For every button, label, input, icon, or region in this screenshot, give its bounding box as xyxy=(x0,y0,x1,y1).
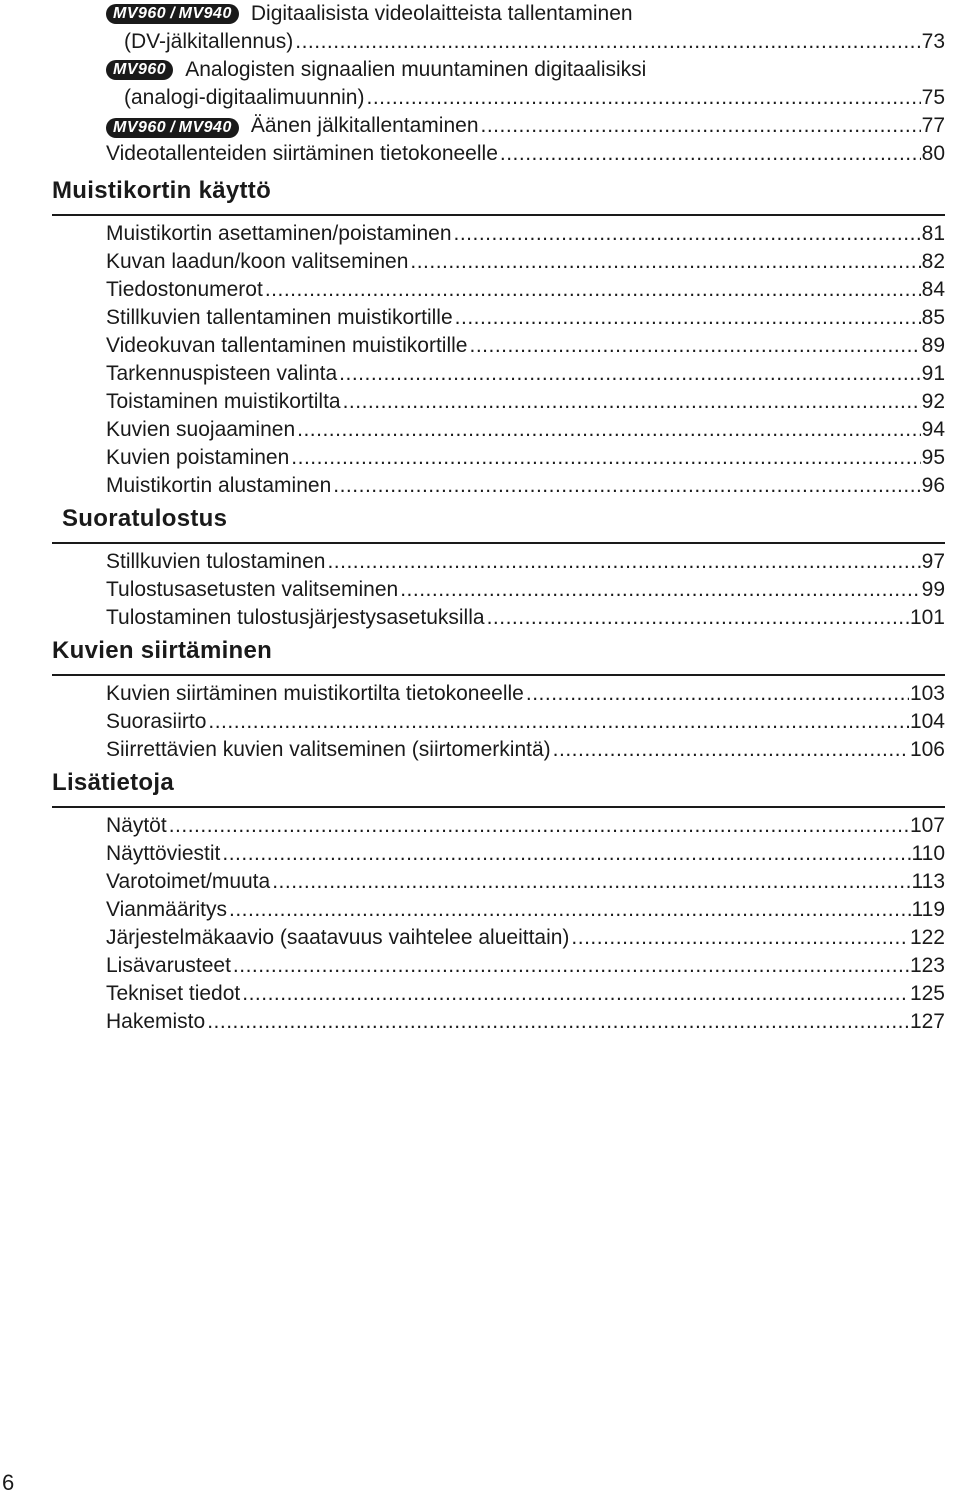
entry-label: Järjestelmäkaavio (saatavuus vaihtelee alueittain) xyxy=(106,926,570,949)
entry-label: Muistikortin asettaminen/poistaminen xyxy=(106,222,452,245)
toc-entry[interactable] xyxy=(106,952,945,980)
entry-label: Tulostaminen tulostusjärjestysasetuksilla xyxy=(106,606,485,629)
dot-leader xyxy=(291,444,920,472)
entry-label-continued: (DV-jälkitallennus) xyxy=(124,30,294,53)
dot-leader xyxy=(297,416,921,444)
section-entries xyxy=(52,680,945,764)
entry-page-number: 104 xyxy=(909,710,945,733)
entry-page-number: 99 xyxy=(921,578,945,601)
entry-label: Näytöt xyxy=(106,814,167,837)
entry-page-number: 77 xyxy=(921,114,945,137)
dot-leader xyxy=(571,924,909,952)
dot-leader xyxy=(400,576,920,604)
dot-leader xyxy=(295,28,920,56)
dot-leader xyxy=(233,952,909,980)
entry-label: Kuvien suojaaminen xyxy=(106,418,296,441)
toc-entry[interactable] xyxy=(106,924,945,952)
toc-entry[interactable] xyxy=(106,840,945,868)
entry-label: Tiedostonumerot xyxy=(106,278,263,301)
dot-leader xyxy=(410,248,920,276)
entry-label: Toistaminen muistikortilta xyxy=(106,390,341,413)
dot-leader xyxy=(455,304,921,332)
dot-leader xyxy=(343,388,921,416)
model-badge: MV940 xyxy=(176,118,239,138)
dot-leader xyxy=(339,360,920,388)
toc-entry-analog-digital[interactable] xyxy=(52,56,945,112)
toc-section xyxy=(52,176,945,500)
entry-label: Vianmääritys xyxy=(106,898,227,921)
model-badge: MV940 xyxy=(176,4,239,24)
dot-leader xyxy=(242,980,909,1008)
dot-leader xyxy=(366,84,920,112)
entry-label: Tarkennuspisteen valinta xyxy=(106,362,338,385)
toc-entry[interactable] xyxy=(106,576,945,604)
dot-leader xyxy=(272,868,910,896)
entry-label: Videotallenteiden siirtäminen tietokoneelle xyxy=(106,142,498,165)
entry-page-number: 122 xyxy=(909,926,945,949)
entry-label: Tekniset tiedot xyxy=(106,982,241,1005)
entry-page-number: 81 xyxy=(921,222,945,245)
entry-page-number: 110 xyxy=(911,842,945,865)
entry-page-number: 82 xyxy=(921,250,945,273)
dot-leader xyxy=(169,812,909,840)
entry-page-number: 113 xyxy=(911,870,945,893)
dot-leader xyxy=(487,604,909,632)
toc-entry[interactable] xyxy=(106,276,945,304)
toc-entry[interactable] xyxy=(106,812,945,840)
dot-leader xyxy=(500,140,921,168)
toc-entry[interactable] xyxy=(106,548,945,576)
entry-page-number: 119 xyxy=(911,898,945,921)
section-divider xyxy=(52,806,945,808)
section-entries xyxy=(52,548,945,632)
badge-separator: / xyxy=(170,5,175,22)
entry-label: Videokuvan tallentaminen muistikortille xyxy=(106,334,468,357)
dot-leader xyxy=(481,112,921,140)
entry-page-number: 103 xyxy=(909,682,945,705)
entry-page-number: 94 xyxy=(921,418,945,441)
toc-entry-dv-dubbing[interactable] xyxy=(52,0,945,56)
entry-label: Varotoimet/muuta xyxy=(106,870,271,893)
section-entries xyxy=(52,220,945,500)
model-badge: MV960 xyxy=(106,118,169,138)
entry-page-number: 125 xyxy=(909,982,945,1005)
toc-section xyxy=(52,768,945,1036)
entry-label-continued: (analogi-digitaalimuunnin) xyxy=(124,86,365,109)
entry-label: Tulostusasetusten valitseminen xyxy=(106,578,399,601)
toc-entry-transfer-video[interactable] xyxy=(106,140,945,168)
toc-section xyxy=(52,636,945,764)
page-number: 6 xyxy=(2,1470,15,1495)
entry-page-number: 106 xyxy=(909,738,945,761)
entry-label: Stillkuvien tallentaminen muistikortille xyxy=(106,306,453,329)
toc-entry[interactable] xyxy=(106,868,945,896)
toc-entry[interactable] xyxy=(106,472,945,500)
intro-entries xyxy=(52,0,945,168)
toc-entry[interactable] xyxy=(106,304,945,332)
toc-section xyxy=(52,504,945,632)
toc-entry[interactable] xyxy=(106,736,945,764)
entry-label: Muistikortin alustaminen xyxy=(106,474,332,497)
entry-page-number: 96 xyxy=(921,474,945,497)
toc-entry[interactable] xyxy=(106,332,945,360)
model-badge-mv960-mv940 xyxy=(106,118,239,138)
entry-page-number: 127 xyxy=(909,1010,945,1033)
toc-entry[interactable] xyxy=(106,896,945,924)
entry-label: Lisävarusteet xyxy=(106,954,231,977)
model-badge-mv960 xyxy=(106,60,173,80)
entry-page-number: 75 xyxy=(921,86,945,109)
toc-entry[interactable] xyxy=(106,1008,945,1036)
dot-leader xyxy=(222,840,910,868)
entry-label: Kuvien siirtäminen muistikortilta tietokoneelle xyxy=(106,682,524,705)
dot-leader xyxy=(526,680,909,708)
entry-label: Äänen jälkitallentaminen xyxy=(250,114,479,137)
dot-leader xyxy=(229,896,911,924)
badge-separator: / xyxy=(170,119,175,136)
toc-entry[interactable] xyxy=(106,708,945,736)
section-heading: Muistikortin käyttö xyxy=(52,177,272,204)
dot-leader xyxy=(207,1008,909,1036)
section-entries xyxy=(52,812,945,1036)
toc-entry[interactable] xyxy=(106,388,945,416)
section-heading: Suoratulostus xyxy=(62,505,228,532)
entry-page-number: 89 xyxy=(921,334,945,357)
toc-entry[interactable] xyxy=(106,980,945,1008)
entry-page-number: 107 xyxy=(909,814,945,837)
entry-page-number: 92 xyxy=(921,390,945,413)
table-of-contents xyxy=(52,0,945,1036)
entry-label: Näyttöviestit xyxy=(106,842,221,865)
dot-leader xyxy=(333,472,920,500)
entry-page-number: 91 xyxy=(921,362,945,385)
section-heading: Lisätietoja xyxy=(52,769,174,796)
dot-leader xyxy=(454,220,921,248)
entry-label: Digitaalisista videolaitteista tallentaminen xyxy=(250,2,633,25)
toc-sections xyxy=(52,176,945,1036)
dot-leader xyxy=(208,708,909,736)
toc-entry[interactable] xyxy=(106,604,945,632)
toc-entry[interactable] xyxy=(106,416,945,444)
entry-page-number: 80 xyxy=(921,142,945,165)
dot-leader xyxy=(553,736,909,764)
model-badge-mv960-mv940 xyxy=(106,4,239,24)
entry-page-number: 97 xyxy=(921,550,945,573)
entry-label: Hakemisto xyxy=(106,1010,206,1033)
section-divider xyxy=(52,214,945,216)
entry-label: Kuvan laadun/koon valitseminen xyxy=(106,250,409,273)
toc-entry[interactable] xyxy=(106,680,945,708)
entry-label: Suorasiirto xyxy=(106,710,207,733)
toc-entry[interactable] xyxy=(106,220,945,248)
toc-entry[interactable] xyxy=(106,360,945,388)
entry-page-number: 101 xyxy=(909,606,945,629)
model-badge: MV960 xyxy=(106,60,173,80)
dot-leader xyxy=(327,548,920,576)
section-heading: Kuvien siirtäminen xyxy=(52,637,273,664)
dot-leader xyxy=(469,332,920,360)
entry-page-number: 84 xyxy=(921,278,945,301)
dot-leader xyxy=(265,276,921,304)
section-divider xyxy=(52,674,945,676)
entry-label: Analogisten signaalien muuntaminen digitaalisiksi xyxy=(185,58,647,81)
section-divider xyxy=(52,542,945,544)
entry-label: Kuvien poistaminen xyxy=(106,446,290,469)
toc-entry[interactable] xyxy=(106,444,945,472)
entry-page-number: 73 xyxy=(921,30,945,53)
toc-entry-audio-dubbing[interactable] xyxy=(106,112,945,140)
entry-label: Stillkuvien tulostaminen xyxy=(106,550,326,573)
entry-label: Siirrettävien kuvien valitseminen (siirtomerkintä) xyxy=(106,738,551,761)
toc-entry[interactable] xyxy=(106,248,945,276)
entry-page-number: 95 xyxy=(921,446,945,469)
entry-page-number: 85 xyxy=(921,306,945,329)
model-badge: MV960 xyxy=(106,4,169,24)
entry-page-number: 123 xyxy=(909,954,945,977)
